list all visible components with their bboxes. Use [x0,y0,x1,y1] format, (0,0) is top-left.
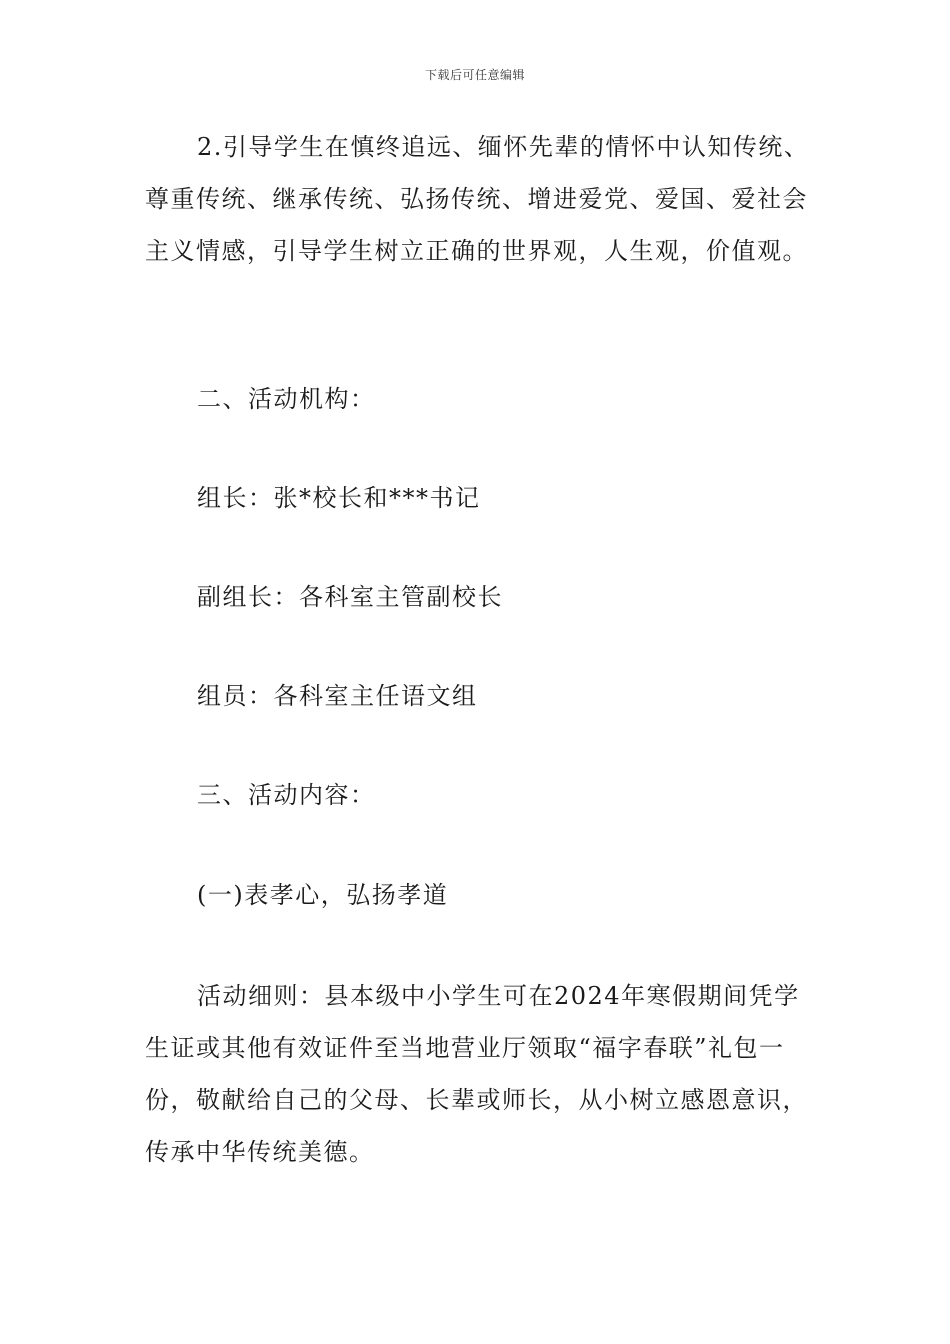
deputy-leader-line: 副组长：各科室主管副校长 [197,583,503,611]
members-line: 组员：各科室主任语文组 [197,682,478,710]
rules-paragraph: 活动细则：县本级中小学生可在2024年寒假期间凭学生证或其他有效证件至当地营业厅领取“福字春联”礼包一份，敬献给自己的父母、长辈或师长，从小树立感恩意识，传承中华传统美德。 [145,982,808,1166]
goal-2-paragraph: 2.引导学生在慎终追远、缅怀先辈的情怀中认知传统、尊重传统、继承传统、弘扬传统、增进爱党、爱国、爱社会主义情感，引导学生树立正确的世界观，人生观，价值观。 [145,133,810,265]
section-2-heading: 二、活动机构： [197,385,376,413]
header-note: 下载后可任意编辑 [424,68,525,82]
section-3-heading: 三、活动内容： [197,781,376,809]
rules-paragraph-block [145,970,810,1178]
subsection-1-heading: (一)表孝心，弘扬孝道 [197,881,449,909]
goal-2-paragraph-block [145,121,810,277]
leader-line: 组长：张*校长和***书记 [197,484,481,512]
